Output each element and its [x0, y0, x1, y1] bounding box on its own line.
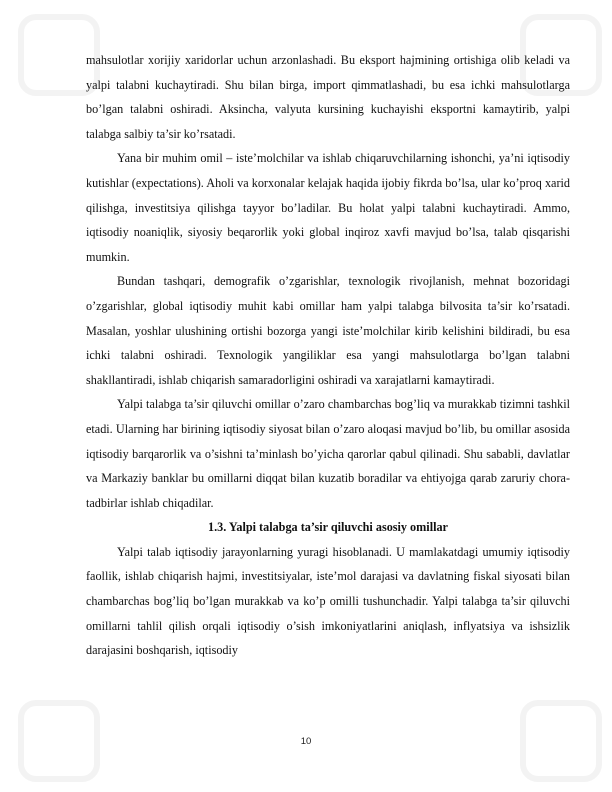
paragraph-continued: mahsulotlar xorijiy xaridorlar uchun arzonlashadi. Bu eksport hajmining ortishiga olib keladi va yalpi talabni kuchaytiradi. Shu bilan birga, import qimmatlashadi, bu esa ichki mahsulotlarga bo’lgan talabni oshiradi. Aksincha, valyuta kursining kuchayishi eksportni kamaytirib, yalpi talabga salbiy ta’sir ko’rsatadi.: [86, 53, 570, 141]
section-heading: 1.3. Yalpi talabga ta’sir qiluvchi asosiy omillar: [208, 520, 448, 535]
paragraph: Yana bir muhim omil – iste’molchilar va ishlab chiqaruvchilarning ishonchi, ya’ni iqtisodiy kutishlar (expectations). Aholi va korxonalar kelajak haqida ijobiy fikrda bo’lsa, ular ko’proq xarid qilishga, investitsiya qilishga tayyor bo’ladilar. Bu holat yalpi talabni kuchaytiradi. Ammo, iqtisodiy noaniqlik, siyosiy beqarorlik yoki global inqiroz xavfi mavjud bo’lsa, talab qisqarishi mumkin.: [86, 151, 570, 264]
paragraph: Yalpi talabga ta’sir qiluvchi omillar o’zaro chambarchas bog’liq va murakkab tizimni tashkil etadi. Ularning har birining iqtisodiy siyosat bilan o’zaro aloqasi mavjud bo’lib, bu omillar asosida iqtisodiy barqarorlik va o’sishni ta’minlash bo’yicha qarorlar qabul qilinadi. Shu sababli, davlatlar va Markaziy banklar bu omillarni diqqat bilan kuzatib boradilar va ehtiyojga qarab zaruriy chora-tadbirlar ishlab chiqadilar.: [86, 397, 570, 510]
paragraph: Yalpi talab iqtisodiy jarayonlarning yuragi hisoblanadi. U mamlakatdagi umumiy iqtisodiy faollik, ishlab chiqarish hajmi, investitsiyalar, iste’mol darajasi va davlatning fiskal siyosati bilan chambarchas bog’liq bo’lgan murakkab va ko’p omilli tushunchadir. Yalpi talabga ta’sir qiluvchi omillarni tahlil qilish orqali iqtisodiy o’sish imkoniyatlarini aniqlash, inflyatsiya va ishsizlik darajasini boshqarish, iqtisodiy: [86, 544, 570, 658]
document-body: [86, 48, 570, 663]
page-number: 10: [300, 736, 312, 747]
paragraph: Bundan tashqari, demografik o’zgarishlar, texnologik rivojlanish, mehnat bozoridagi o’zgarishlar, global iqtisodiy muhit kabi omillar ham yalpi talabga bilvosita ta’sir ko’rsatadi. Masalan, yoshlar ulushining ortishi bozorga yangi iste’molchilar kirib kelishini bildiradi, bu esa ichki talabni oshiradi. Texnologik yangiliklar esa yangi mahsulotlarga bo’lgan talabni shakllantiradi, ishlab chiqarish samaradorligini oshiradi va xarajatlarni kamaytiradi.: [86, 274, 570, 387]
